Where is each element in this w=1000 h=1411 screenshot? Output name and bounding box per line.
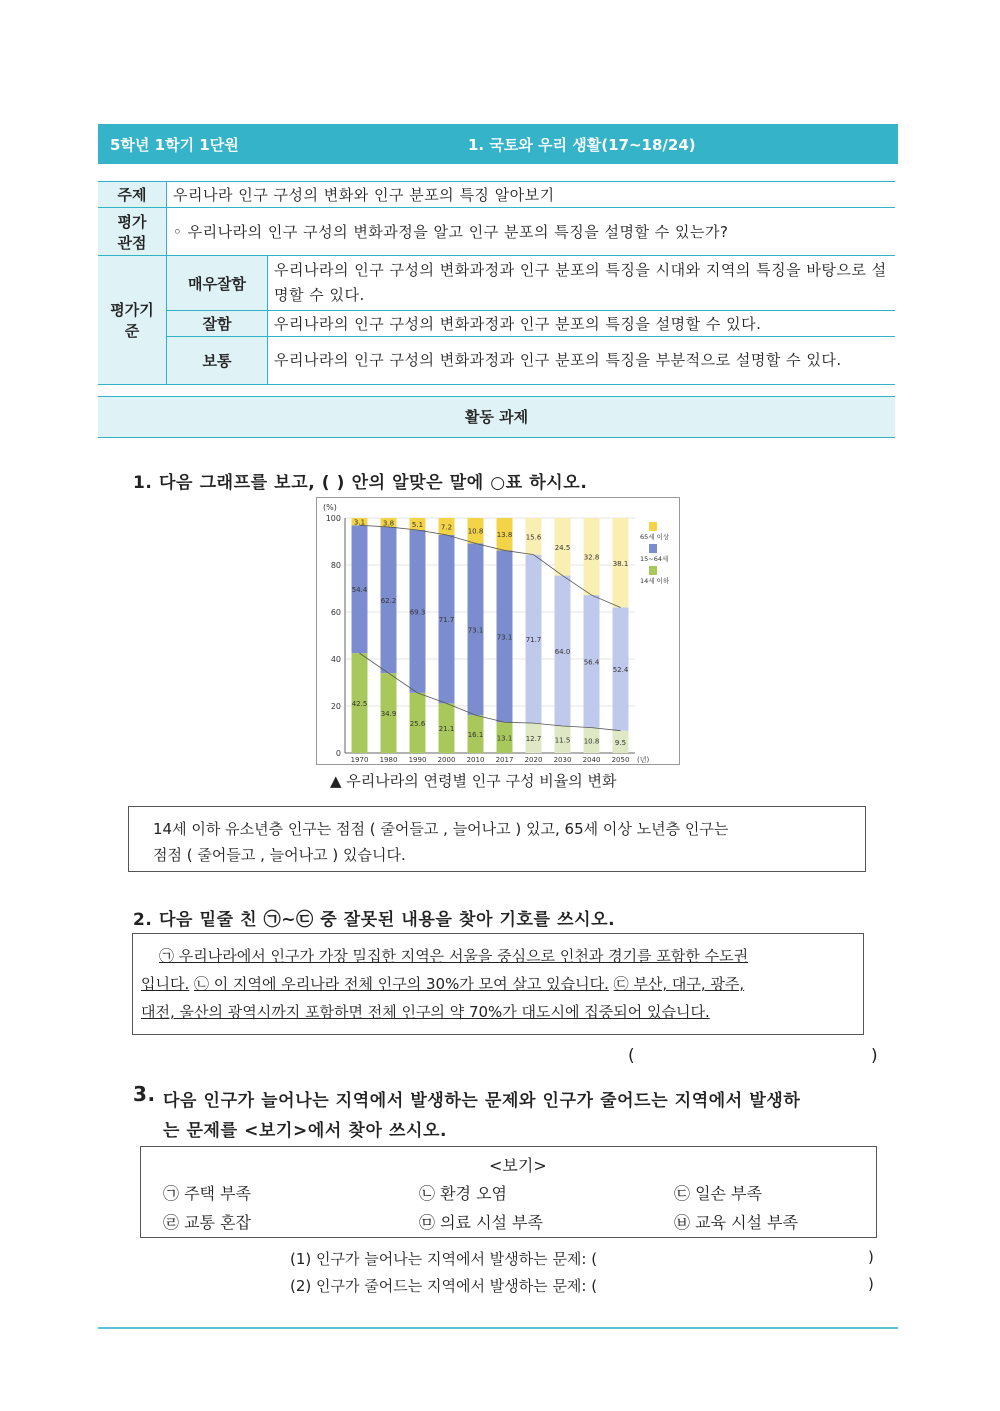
- question-2-passage-box: [132, 933, 864, 1035]
- data-label: 71.7: [438, 616, 455, 625]
- legend-label: 65세 이상: [640, 533, 670, 541]
- data-label: 3.8: [382, 519, 395, 528]
- passage-underline-3: ㉢ 부산, 대구, 광주,: [613, 975, 745, 993]
- question-3-line-2: 는 문제를 <보기>에서 찾아 쓰시오.: [163, 1121, 448, 1141]
- trend-line: [360, 653, 621, 734]
- data-label: 7.2: [440, 523, 453, 532]
- data-label: 12.7: [525, 735, 542, 744]
- bogi-option: ㉡ 환경 오염: [419, 1184, 507, 1203]
- population-chart: [316, 497, 680, 765]
- passage-underline-1: ㉠ 우리나라에서 인구가 가장 밀집한 지역은 서울을 중심으로 인천과 경기를 포함한 수도권: [159, 947, 749, 965]
- data-label: 16.1: [467, 731, 484, 740]
- data-label: 56.4: [583, 658, 600, 667]
- sub-question-2-close: ): [868, 1275, 874, 1293]
- y-tick-label: 100: [325, 514, 341, 523]
- x-tick-label: 2000: [437, 756, 456, 764]
- unit-header-band: [98, 124, 898, 164]
- answer-paren-close: ): [871, 1046, 878, 1066]
- data-label: 34.9: [380, 710, 397, 719]
- y-axis-unit: (%): [323, 503, 337, 512]
- data-label: 15.6: [525, 533, 542, 542]
- data-label: 13.1: [496, 734, 513, 743]
- y-tick-label: 0: [335, 749, 341, 758]
- sub-question-1: (1) 인구가 늘어나는 지역에서 발생하는 문제: (: [290, 1250, 598, 1268]
- level-text-good: 우리나라의 인구 구성의 변화과정과 인구 분포의 특징을 설명할 수 있다.: [268, 311, 896, 337]
- question-1-line-2: 점점 ( 줄어들고 , 늘어나고 ) 있습니다.: [153, 846, 406, 864]
- sub-question-1-close: ): [868, 1248, 874, 1266]
- data-label: 71.7: [525, 635, 542, 644]
- data-label: 9.5: [614, 738, 627, 747]
- data-label: 3.1: [353, 518, 366, 527]
- question-1-line-1: 14세 이하 유소년층 인구는 점점 ( 줄어들고 , 늘어나고 ) 있고, 65세 이상 노년층 인구는: [153, 820, 729, 838]
- y-tick-label: 20: [330, 702, 341, 711]
- x-axis-unit: (년): [637, 756, 650, 764]
- bogi-option: ㉢ 일손 부족: [674, 1184, 762, 1203]
- data-label: 64.0: [554, 647, 571, 656]
- question-2: 2. 다음 밑줄 친 ㉠~㉢ 중 잘못된 내용을 찾아 기호를 쓰시오.: [133, 910, 616, 930]
- data-label: 52.4: [612, 666, 629, 675]
- level-text-excellent: 우리나라의 인구 구성의 변화과정과 인구 분포의 특징을 시대와 지역의 특징을 바탕으로 설명할 수 있다.: [268, 256, 896, 311]
- topic-text: 우리나라 인구 구성의 변화와 인구 분포의 특징 알아보기: [167, 182, 896, 208]
- x-tick-label: 2010: [466, 756, 485, 764]
- x-tick-label: 2050: [611, 756, 630, 764]
- x-tick-label: 2020: [524, 756, 543, 764]
- data-label: 10.8: [467, 527, 484, 536]
- view-label-line1: 평가: [117, 212, 147, 231]
- data-label: 73.1: [467, 626, 484, 635]
- data-label: 5.1: [411, 520, 424, 529]
- passage-line-2: [141, 973, 744, 994]
- legend-label: 14세 이하: [640, 577, 670, 585]
- data-label: 13.8: [496, 531, 513, 540]
- data-label: 24.5: [554, 543, 571, 552]
- data-label: 69.3: [409, 608, 426, 617]
- y-tick-label: 40: [330, 655, 341, 664]
- bogi-option: ㉤ 의료 시설 부족: [419, 1213, 543, 1232]
- population-chart-svg: [317, 498, 679, 764]
- x-tick-label: 2017: [495, 756, 514, 764]
- question-1: 1. 다음 그래프를 보고, ( ) 안의 알맞은 말에 ○표 하시오.: [133, 473, 588, 493]
- data-label: 38.1: [612, 559, 629, 568]
- sub-question-2: (2) 인구가 줄어드는 지역에서 발생하는 문제: (: [290, 1277, 598, 1295]
- view-text: ◦ 우리나라의 인구 구성의 변화과정을 알고 인구 분포의 특징을 설명할 수 있는가?: [167, 208, 896, 256]
- bogi-option: ㉠ 주택 부족: [163, 1184, 251, 1203]
- question-3-number: 3.: [133, 1082, 156, 1106]
- view-label-line2: 관점: [117, 233, 147, 252]
- y-tick-label: 80: [330, 561, 341, 570]
- x-tick-label: 1970: [350, 756, 369, 764]
- lesson-title: 1. 국토와 우리 생활(17~18/24): [468, 136, 696, 154]
- legend-label: 15~64세: [640, 555, 669, 563]
- data-label: 62.2: [380, 597, 397, 606]
- evaluation-table: [98, 181, 895, 385]
- legend-swatch: [649, 522, 657, 531]
- topic-label: 주제: [98, 182, 167, 208]
- level-label-good: 잘함: [167, 311, 268, 337]
- passage-underline-2: ㉡ 이 지역에 우리나라 전체 인구의 30%가 모여 살고 있습니다.: [194, 975, 609, 993]
- question-1-answer-box: [128, 806, 866, 872]
- bogi-title: <보기>: [489, 1156, 547, 1175]
- data-label: 32.8: [583, 553, 600, 562]
- question-3-line-1: 다음 인구가 늘어나는 지역에서 발생하는 문제와 인구가 줄어드는 지역에서 발생하: [163, 1091, 801, 1111]
- bottom-divider: [98, 1327, 898, 1329]
- data-label: 42.5: [351, 700, 368, 709]
- criteria-label: 평가기준: [98, 256, 167, 385]
- data-label: 11.5: [554, 736, 571, 745]
- data-label: 54.4: [351, 586, 368, 595]
- bogi-box: [140, 1146, 877, 1238]
- x-tick-label: 1990: [408, 756, 427, 764]
- legend-swatch: [649, 566, 657, 575]
- data-label: 21.1: [438, 725, 455, 734]
- grade-unit-label: 5학년 1학기 1단원: [110, 136, 239, 154]
- answer-paren-open: (: [628, 1046, 635, 1066]
- bogi-option: ㉥ 교육 시설 부족: [674, 1213, 798, 1232]
- x-tick-label: 2040: [582, 756, 601, 764]
- passage-line-3: [141, 1001, 710, 1022]
- bogi-option: ㉣ 교통 혼잡: [163, 1213, 251, 1232]
- level-label-excellent: 매우잘함: [167, 256, 268, 311]
- passage-underline-3b: 대전, 울산의 광역시까지 포함하면 전체 인구의 약 70%가 대도시에 집중되어 있습니다.: [141, 1003, 710, 1021]
- legend-swatch: [649, 544, 657, 553]
- activity-title: 활동 과제: [98, 396, 895, 438]
- chart-caption: ▲ 우리나라의 연령별 인구 구성 비율의 변화: [330, 772, 617, 790]
- view-label: [98, 208, 167, 256]
- x-tick-label: 1980: [379, 756, 398, 764]
- trend-line: [360, 525, 621, 607]
- y-tick-label: 60: [330, 608, 341, 617]
- passage-underline-1b: 입니다.: [141, 975, 190, 993]
- level-label-average: 보통: [167, 337, 268, 385]
- x-tick-label: 2030: [553, 756, 572, 764]
- passage-line-1: [159, 945, 748, 966]
- data-label: 25.6: [409, 719, 426, 728]
- data-label: 73.1: [496, 633, 513, 642]
- data-label: 10.8: [583, 737, 600, 746]
- level-text-average: 우리나라의 인구 구성의 변화과정과 인구 분포의 특징을 부분적으로 설명할 수 있다.: [268, 337, 896, 385]
